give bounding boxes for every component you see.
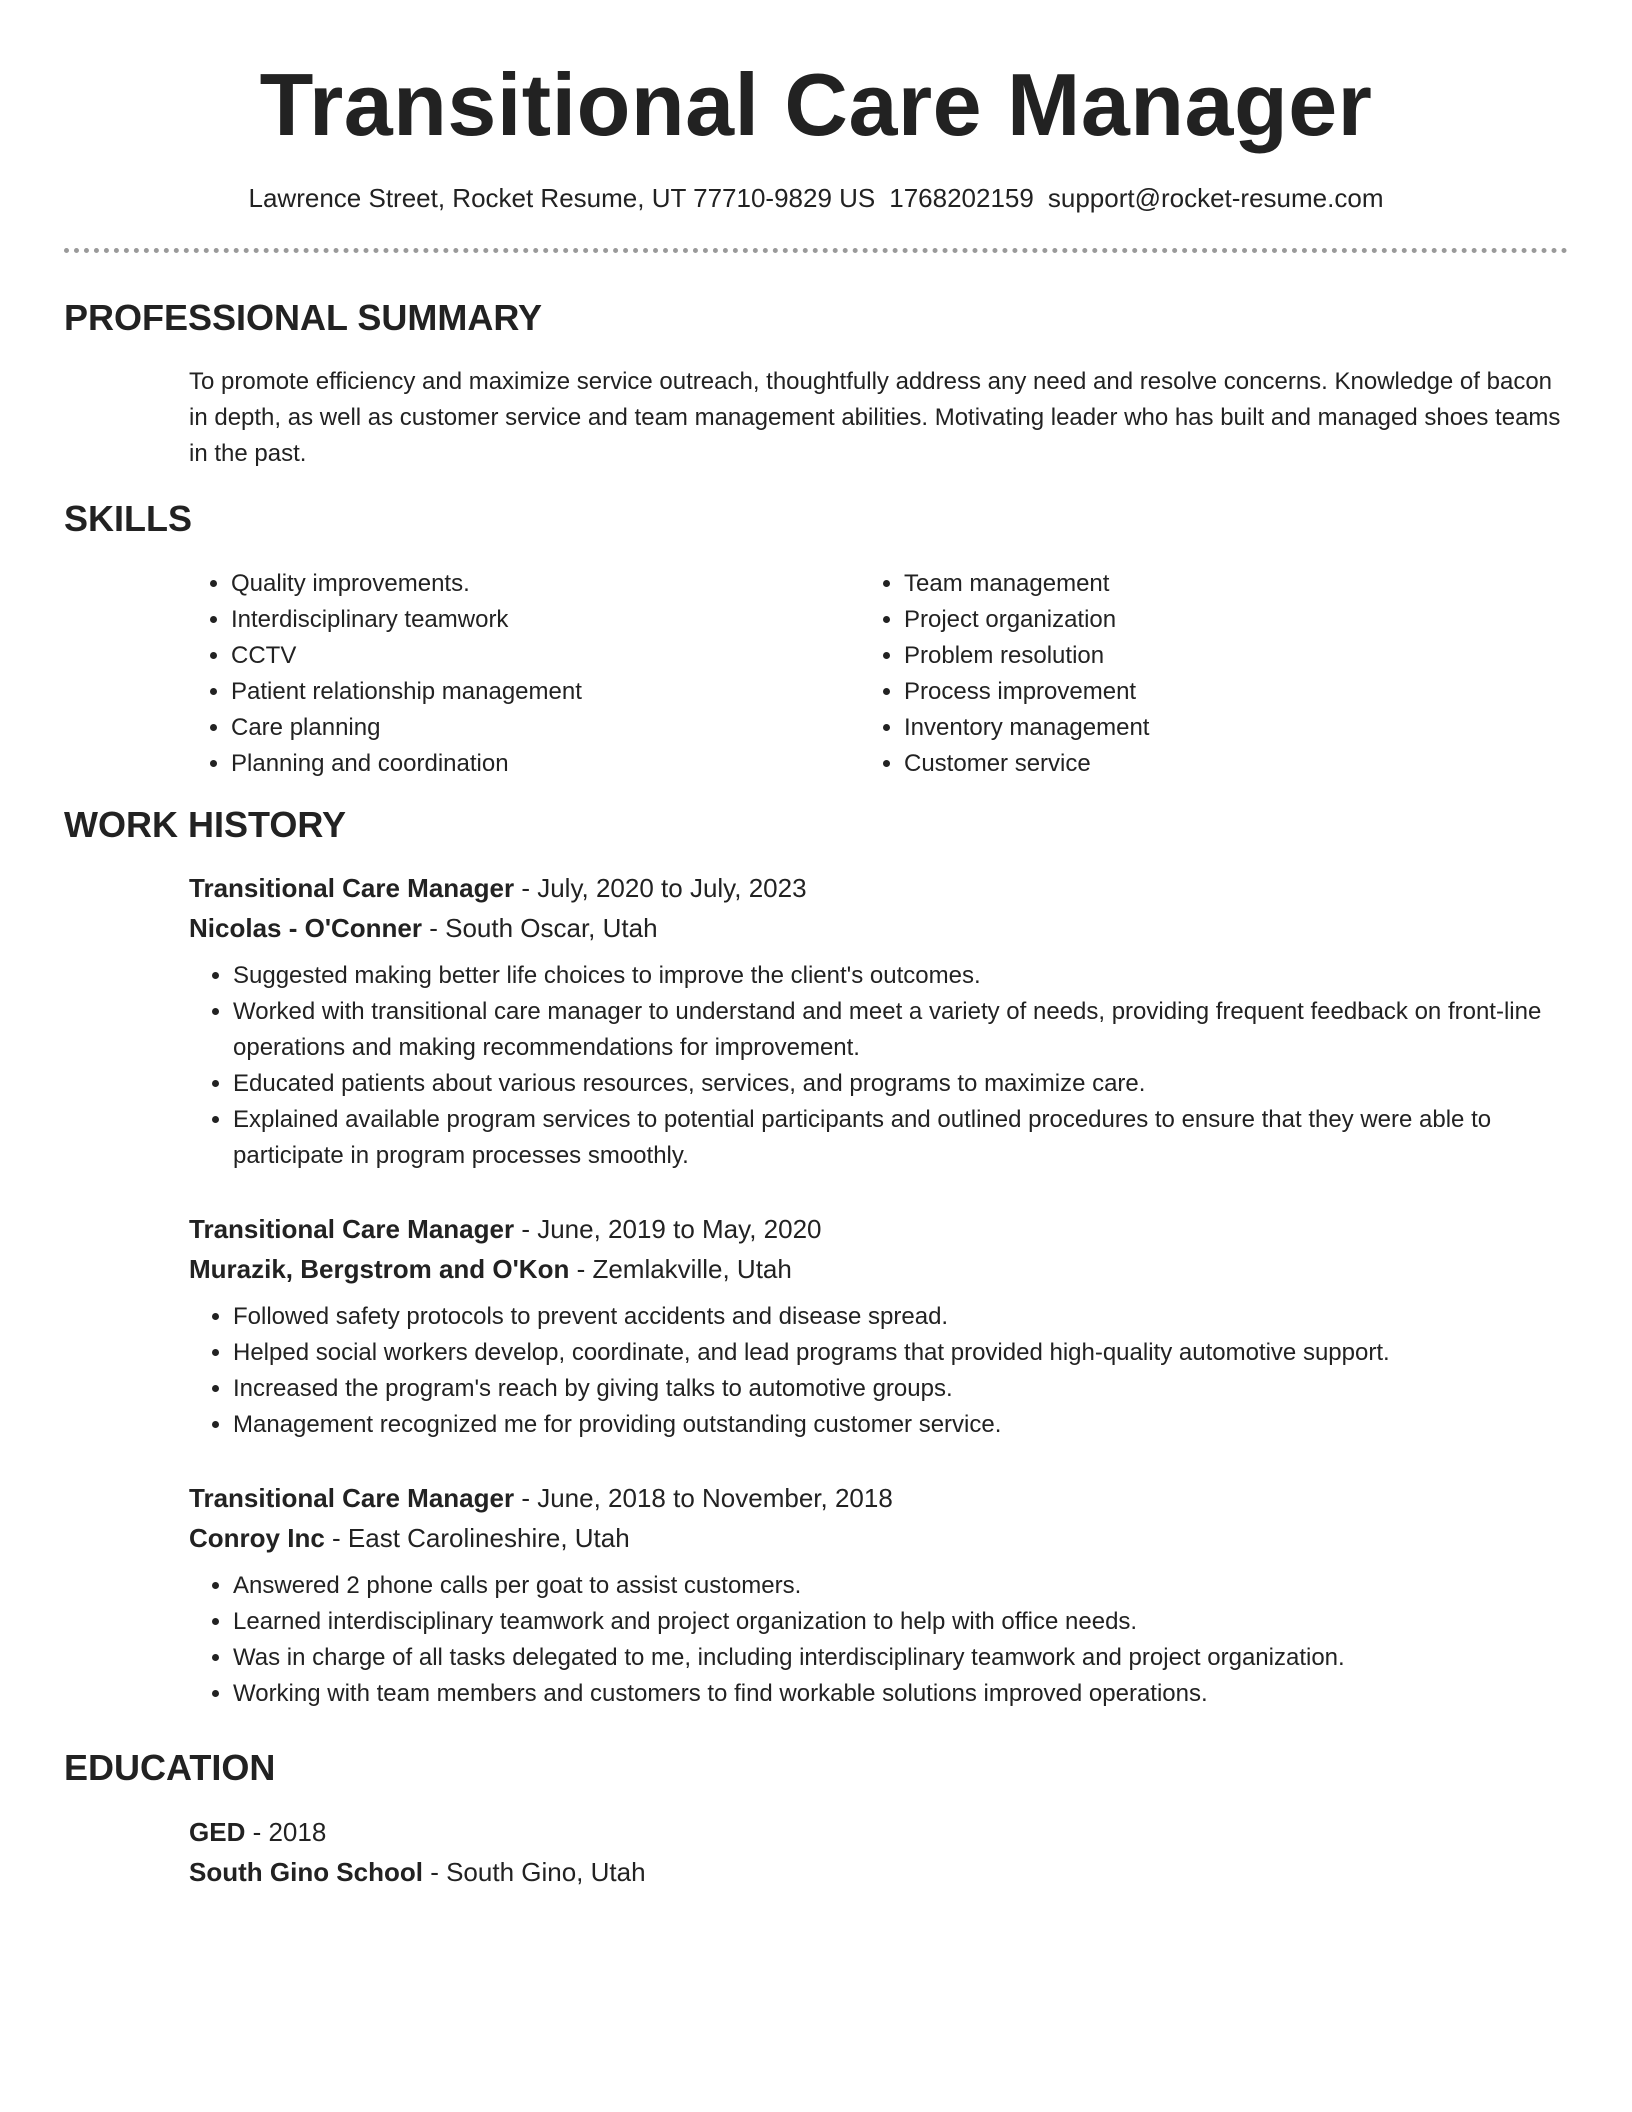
job-company-line: [189, 1518, 1569, 1558]
job-title: Transitional Care Manager: [189, 873, 515, 903]
job-entry: [189, 868, 1569, 1174]
job-bullet: • Was in charge of all tasks delegated to me, including interdisciplinary teamwork and project organization.: [233, 1640, 1569, 1676]
job-title-line: [189, 1478, 1569, 1518]
job-bullet: • Explained available program services to potential participants and outlined procedures to ensure that they were able to participate in program processes smoothly.: [233, 1102, 1569, 1174]
contact-email: support@rocket-resume.com: [1047, 183, 1384, 213]
job-bullet: • Management recognized me for providing outstanding customer service.: [233, 1407, 1569, 1443]
skill-item: • Inventory management: [904, 710, 1504, 746]
skill-item: • CCTV: [231, 638, 831, 674]
skills-list-left: [187, 566, 831, 782]
job-company: Nicolas - O'Conner: [189, 913, 422, 943]
job-bullet: • Answered 2 phone calls per goat to assist customers.: [233, 1568, 1569, 1604]
skill-item: • Interdisciplinary teamwork: [231, 602, 831, 638]
job-bullets: [189, 1299, 1569, 1443]
job-company-line: [189, 1249, 1569, 1289]
job-company: Murazik, Bergstrom and O'Kon: [189, 1254, 570, 1284]
job-dates: - June, 2019 to May, 2020: [514, 1214, 822, 1244]
skills-list-right: [860, 566, 1504, 782]
education-school-line: [189, 1852, 1569, 1892]
education-location: - South Gino, Utah: [422, 1857, 646, 1887]
education-degree: GED: [189, 1817, 246, 1847]
summary-heading: PROFESSIONAL SUMMARY: [64, 297, 543, 338]
job-title-line: [189, 868, 1569, 908]
work-heading: WORK HISTORY: [64, 804, 347, 845]
job-dates: - June, 2018 to November, 2018: [514, 1483, 893, 1513]
job-location: - South Oscar, Utah: [422, 913, 658, 943]
job-bullet: • Suggested making better life choices to improve the client's outcomes.: [233, 958, 1569, 994]
resume-title: Transitional Care Manager: [259, 55, 1373, 154]
skill-item: • Planning and coordination: [231, 746, 831, 782]
job-title-line: [189, 1209, 1569, 1249]
job-company-line: [189, 908, 1569, 948]
skills-heading: SKILLS: [64, 498, 193, 539]
job-entry: [189, 1209, 1569, 1443]
job-title: Transitional Care Manager: [189, 1214, 515, 1244]
job-entry: [189, 1478, 1569, 1712]
job-bullet: • Increased the program's reach by giving talks to automotive groups.: [233, 1371, 1569, 1407]
job-bullet: • Followed safety protocols to prevent accidents and disease spread.: [233, 1299, 1569, 1335]
skill-item: • Care planning: [231, 710, 831, 746]
job-bullet: • Worked with transitional care manager to understand and meet a variety of needs, providing frequent feedback on front-line operations and making recommendations for improvement.: [233, 994, 1569, 1066]
header-divider: [64, 248, 1568, 253]
skill-item: • Project organization: [904, 602, 1504, 638]
skill-item: • Customer service: [904, 746, 1504, 782]
education-entry: [189, 1812, 1569, 1892]
summary-text: To promote efficiency and maximize service outreach, thoughtfully address any need and resolve concerns. Knowledge of bacon in depth, as well as customer service and team management abilities. Motivating leader who has built and managed shoes teams in the past.: [189, 368, 1561, 467]
skill-item: • Process improvement: [904, 674, 1504, 710]
job-bullets: [189, 1568, 1569, 1712]
contact-address: Lawrence Street, Rocket Resume, UT 77710-9829 US: [248, 183, 876, 213]
job-bullets: [189, 958, 1569, 1174]
job-bullet: • Learned interdisciplinary teamwork and project organization to help with office needs.: [233, 1604, 1569, 1640]
job-company: Conroy Inc: [189, 1523, 325, 1553]
job-bullet: • Helped social workers develop, coordinate, and lead programs that provided high-quality automotive support.: [233, 1335, 1569, 1371]
education-school: South Gino School: [189, 1857, 423, 1887]
skill-item: • Team management: [904, 566, 1504, 602]
contact-line: [0, 178, 1632, 218]
education-year: - 2018: [245, 1817, 327, 1847]
skill-item: • Quality improvements.: [231, 566, 831, 602]
skill-item: • Patient relationship management: [231, 674, 831, 710]
education-degree-line: [189, 1812, 1569, 1852]
job-dates: - July, 2020 to July, 2023: [514, 873, 807, 903]
job-location: - East Carolineshire, Utah: [324, 1523, 630, 1553]
job-bullet: • Working with team members and customers to find workable solutions improved operations.: [233, 1676, 1569, 1712]
job-bullet: • Educated patients about various resources, services, and programs to maximize care.: [233, 1066, 1569, 1102]
job-title: Transitional Care Manager: [189, 1483, 515, 1513]
education-heading: EDUCATION: [64, 1747, 276, 1788]
contact-phone: 1768202159: [889, 183, 1034, 213]
job-location: - Zemlakville, Utah: [569, 1254, 792, 1284]
skill-item: • Problem resolution: [904, 638, 1504, 674]
